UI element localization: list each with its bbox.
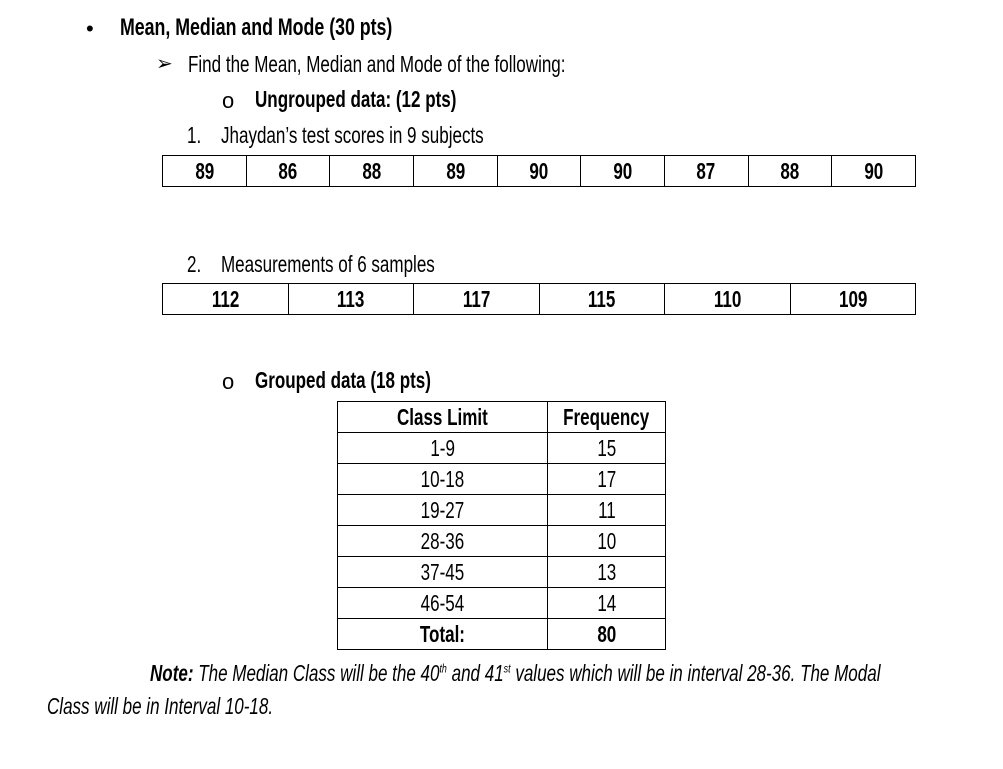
measurement-cell: 110: [665, 284, 791, 315]
table-row: [338, 495, 666, 526]
frequency-cell: 17: [548, 464, 666, 495]
measurement-cell: 115: [539, 284, 665, 315]
note-text-part3: values which will be in interval 28-36. The Modal: [510, 660, 881, 686]
test-scores-table: [162, 155, 916, 187]
note-text-part1: The Median Class will be the 40: [193, 660, 440, 686]
class-limit-cell: 46-54: [338, 588, 548, 619]
column-header-frequency: Frequency: [548, 402, 666, 433]
frequency-cell: 15: [548, 433, 666, 464]
measurement-cell: 113: [288, 284, 414, 315]
measurement-cell: 112: [163, 284, 289, 315]
grouped-marker: o: [222, 369, 235, 394]
class-limit-cell: 10-18: [338, 464, 548, 495]
instruction-text: Find the Mean, Median and Mode of the following:: [188, 51, 566, 77]
item1-number: 1.: [187, 122, 202, 148]
grouped-title: Grouped data (18 pts): [255, 367, 431, 393]
note-sup-st: st: [503, 661, 511, 676]
total-label: Total:: [338, 619, 548, 650]
frequency-cell: 11: [548, 495, 666, 526]
score-cell: 88: [748, 156, 832, 187]
note-line-1: [150, 660, 1003, 687]
score-cell: 90: [497, 156, 581, 187]
frequency-cell: 13: [548, 557, 666, 588]
item2-number: 2.: [187, 251, 202, 277]
score-cell: 88: [330, 156, 414, 187]
arrow-bullet-icon: ➢: [156, 53, 173, 75]
frequency-cell: 14: [548, 588, 666, 619]
score-cell: 90: [832, 156, 916, 187]
table-header-row: [338, 402, 666, 433]
column-header-class-limit: Class Limit: [338, 402, 548, 433]
note-text-part2: and 41: [446, 660, 504, 686]
grouped-data-table: [337, 401, 666, 650]
ungrouped-marker: o: [222, 88, 235, 113]
measurement-cell: 117: [414, 284, 540, 315]
score-cell: 86: [246, 156, 330, 187]
item1-label: Jhaydan’s test scores in 9 subjects: [221, 122, 484, 148]
table-row: [163, 156, 916, 187]
ungrouped-title: Ungrouped data: (12 pts): [255, 86, 457, 112]
class-limit-cell: 1-9: [338, 433, 548, 464]
table-total-row: [338, 619, 666, 650]
table-row: [338, 433, 666, 464]
note-label: Note:: [150, 660, 194, 686]
measurements-table: [162, 283, 916, 315]
class-limit-cell: 28-36: [338, 526, 548, 557]
note-line-2: Class will be in Interval 10-18.: [47, 693, 274, 719]
score-cell: 87: [664, 156, 748, 187]
note-sup-th: th: [439, 661, 447, 676]
score-cell: 89: [163, 156, 247, 187]
score-cell: 89: [413, 156, 497, 187]
frequency-cell: 10: [548, 526, 666, 557]
score-cell: 90: [581, 156, 665, 187]
table-row: [338, 588, 666, 619]
class-limit-cell: 37-45: [338, 557, 548, 588]
item2-label: Measurements of 6 samples: [221, 251, 435, 277]
section-bullet: •: [86, 16, 94, 41]
total-value: 80: [548, 619, 666, 650]
table-row: [338, 526, 666, 557]
class-limit-cell: 19-27: [338, 495, 548, 526]
table-row: [338, 464, 666, 495]
table-row: [163, 284, 916, 315]
section-title: Mean, Median and Mode (30 pts): [120, 14, 393, 41]
table-row: [338, 557, 666, 588]
measurement-cell: 109: [790, 284, 916, 315]
